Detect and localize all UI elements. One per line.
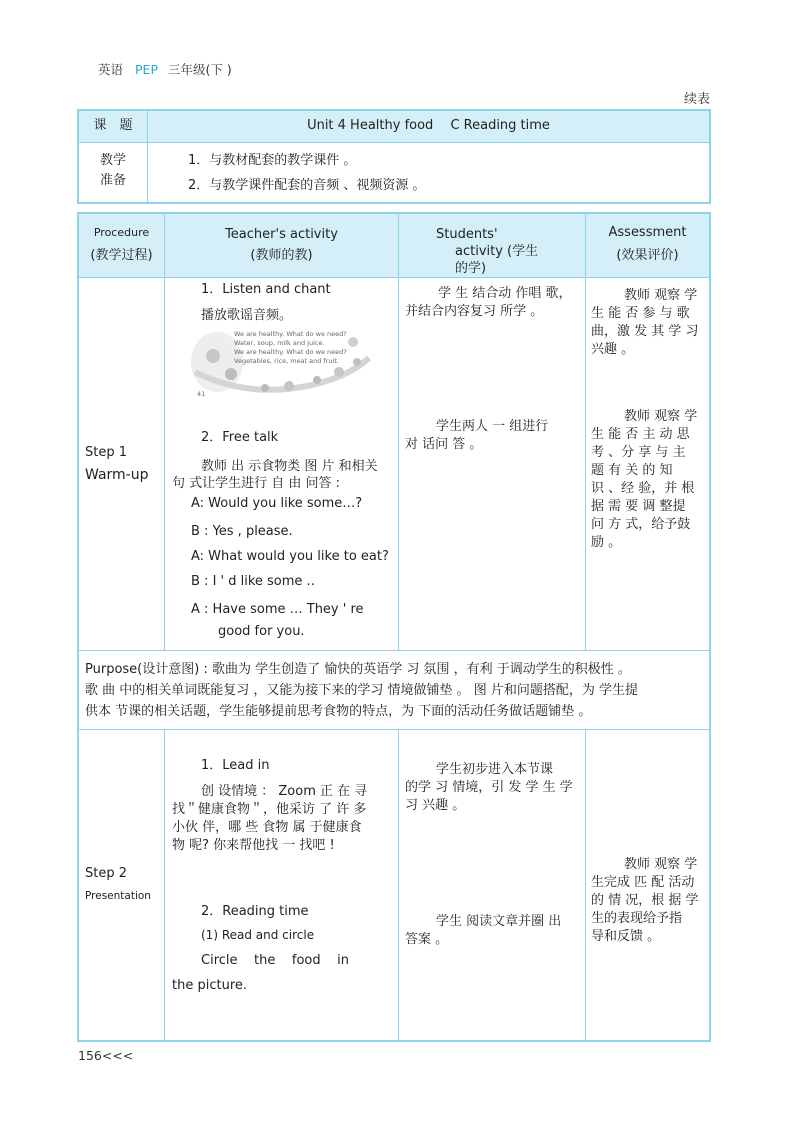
- step2-assess: 导和反馈 。: [591, 929, 661, 944]
- topic-value: Unit 4 Healthy food C Reading time: [307, 118, 550, 133]
- header-assessment-cn: (效果评价): [616, 248, 679, 263]
- prep-label-2: 准备: [99, 173, 126, 188]
- prep-item: 1．与教材配套的教学课件 。: [188, 153, 357, 168]
- header-students-en-2: activity (学生: [455, 244, 539, 259]
- step1-student-2a: 学生两人 一 组进行: [436, 419, 549, 434]
- song-line: We are healthy. What do we need?: [234, 348, 347, 356]
- step1-sub: Warm-up: [85, 467, 149, 483]
- lesson-table: [77, 212, 711, 1042]
- step1-assess-2: 问 方 式，给予鼓: [591, 517, 691, 532]
- step2-t1-desc: 物 呢? 你来帮他找 一 找吧 !: [172, 838, 335, 853]
- step2-assess: 生完成 匹 配 活动: [591, 875, 695, 890]
- step1-t2-title: 2．Free talk: [201, 430, 279, 445]
- song-line: We are healthy. What do we need?: [234, 330, 347, 338]
- step1-t2-desc-1: 教师 出 示食物类 图 片 和相关: [201, 459, 378, 474]
- step2-assess: 的 情 况，根 据 学: [591, 893, 699, 908]
- header-grade: 三年级(下 ): [168, 62, 232, 77]
- step1-student-1a: 学 生 结合动 作唱 歌，: [438, 286, 572, 301]
- step1-assess-1: 生 能 否 参 与 歌: [591, 306, 690, 321]
- purpose-line: 供本 节课的相关话题，学生能够提前思考食物的特点，为 下面的活动任务做话题铺垫 。: [85, 704, 592, 719]
- purpose-row: [79, 651, 709, 729]
- step2-sub: Presentation: [85, 890, 151, 902]
- song-line: Water, soup, milk and juice.: [234, 339, 325, 347]
- dialogue-line: B : Yes , please.: [191, 524, 293, 539]
- step1-assess-1: 兴趣 。: [591, 342, 635, 357]
- step1-assess-2: 教师 观察 学: [624, 409, 698, 424]
- dialogue-line: B : I ' d like some ..: [191, 574, 315, 589]
- continued-label: 续表: [683, 92, 710, 107]
- step1-t2-desc-2: 句 式让学生进行 自 由 问答 :: [172, 476, 341, 491]
- prep-label-1: 教学: [99, 153, 126, 168]
- step2-student-2b: 答案 。: [405, 932, 449, 947]
- purpose-line: 歌 曲 中的相关单词既能复习 ，又能为接下来的学习 情境做铺垫 。 图 片和问题搭配，为 学生提: [85, 683, 639, 698]
- header-teacher-cn: (教师的教): [250, 248, 313, 263]
- dialogue-line: A : Have some … They ' re: [191, 602, 364, 617]
- header-teacher-en: Teacher's activity: [225, 227, 338, 242]
- purpose-text: [85, 659, 703, 722]
- step1-t1-title: 1．Listen and chant: [201, 282, 331, 297]
- step2-student-2a: 学生 阅读文章并圈 出: [436, 914, 562, 929]
- song-line: Vegetables, rice, meat and fruit.: [234, 357, 339, 365]
- prep-item: 2．与教学课件配套的音频 、视频资源 。: [188, 178, 426, 193]
- header-procedure-cn: (教学过程): [90, 248, 153, 263]
- info-table: [77, 109, 711, 204]
- step2-t2-desc-1: Circle the food in: [201, 953, 350, 968]
- dialogue-line: good for you.: [218, 624, 305, 639]
- dialogue-line: A: What would you like to eat?: [191, 549, 389, 564]
- header-assessment-en: Assessment: [608, 225, 687, 240]
- step1-student-1b: 并结合内容复习 所学 。: [405, 304, 544, 319]
- step1-assess-2: 识 、经 验，并 根: [591, 481, 695, 496]
- step2-student-1: 的学 习 情境，引 发 学 生 学: [405, 780, 573, 795]
- header-subject: 英语: [98, 62, 124, 77]
- step1-assess-2: 励 。: [591, 535, 622, 550]
- step2-t1-desc: 小伙 伴，哪 些 食物 属 于健康食: [172, 820, 362, 835]
- step1-assess-1: 教师 观察 学: [624, 288, 698, 303]
- header-students-en-1: Students': [436, 227, 498, 242]
- step2-t2-title: 2．Reading time: [201, 904, 309, 919]
- step2-t1-desc: 找＂健康食物＂，他采访 了 许 多: [172, 802, 367, 817]
- page-number: 156<<<: [78, 1048, 134, 1063]
- header-edition: PEP: [135, 62, 158, 77]
- step1-name: Step 1: [85, 445, 128, 460]
- step2-t1-title: 1．Lead in: [201, 758, 270, 773]
- step1-assess-2: 题 有 关 的 知: [591, 463, 673, 478]
- header-students-cn: 的学): [455, 261, 487, 276]
- step1-t1-desc: 播放歌谣音频。: [201, 308, 293, 323]
- step1-assess-1: 曲，激 发 其 学 习: [591, 324, 699, 339]
- step2-t2-desc-2: the picture.: [172, 978, 248, 993]
- dialogue-line: A: Would you like some…?: [191, 496, 363, 511]
- step1-assess-2: 生 能 否 主 动 思: [591, 427, 690, 442]
- step2-t2-sub: (1) Read and circle: [201, 928, 315, 942]
- step2-assess: 教师 观察 学: [624, 857, 698, 872]
- step2-student-1: 习 兴趣 。: [405, 798, 466, 813]
- illustration-number: 41: [197, 390, 206, 398]
- page-header: [98, 60, 232, 78]
- step1-assess-2: 考 、分 享 与 主: [591, 445, 686, 460]
- header-procedure-en: Procedure: [93, 226, 150, 239]
- step2-name: Step 2: [85, 866, 128, 881]
- topic-label: 课 题: [93, 118, 133, 133]
- step1-student-2b: 对 话问 答 。: [405, 437, 483, 452]
- step2-assess: 生的表现给予指: [591, 911, 683, 926]
- purpose-line: Purpose(设计意图) : 歌曲为 学生创造了 愉快的英语学 习 氛围 ，有利 于调动学生的积极性 。: [85, 662, 631, 677]
- step1-assess-2: 据 需 要 调 整提: [591, 499, 686, 514]
- step2-student-1: 学生初步进入本节课: [436, 762, 554, 777]
- step2-t1-desc: 创 设情境 ： Zoom 正 在 寻: [201, 784, 368, 799]
